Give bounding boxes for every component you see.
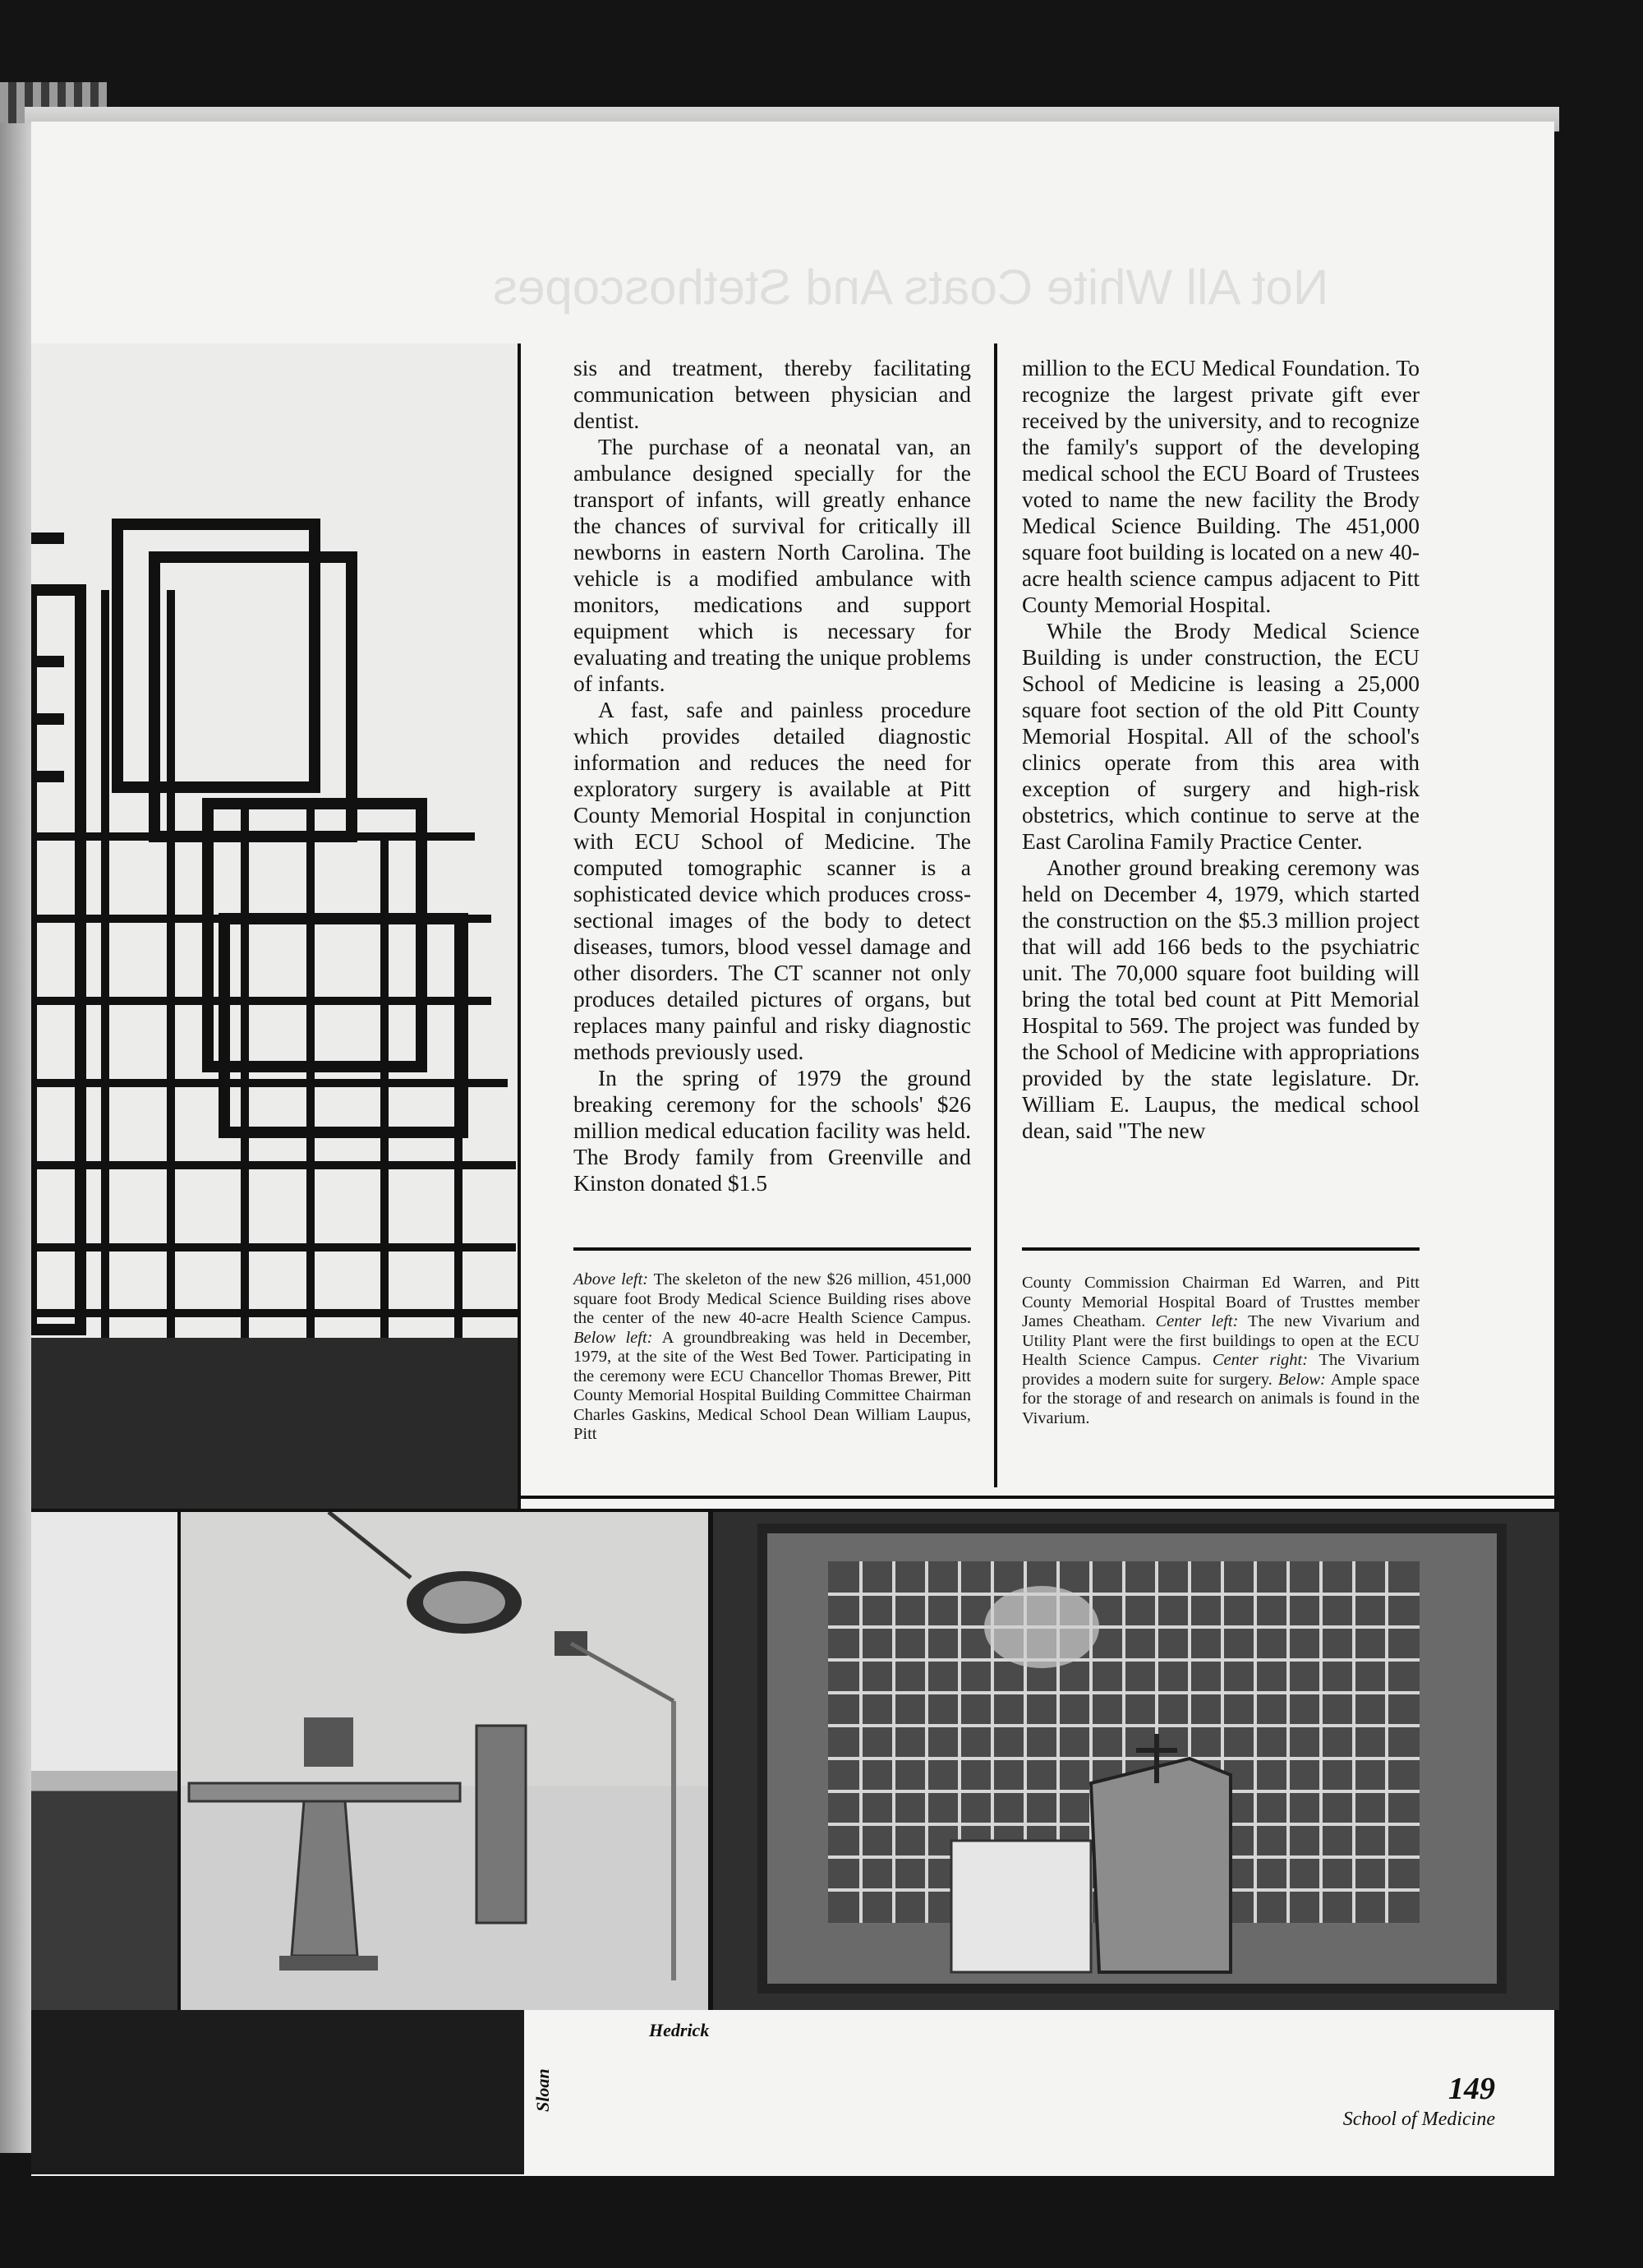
vivarium-cage-illustration (713, 1512, 1559, 2010)
photo-bottom-dark-area (31, 2010, 524, 2174)
photo-vivarium-cage (713, 1509, 1559, 2010)
article-column-1 (573, 355, 971, 1226)
caption-text: County Commission Chairman Ed Warren, and Pitt County Memorial Hospital Board of Trusttes member James Cheatham. (1022, 1274, 1420, 1330)
article-paragraph: A fast, safe and painless procedure which provides detailed diagnostic information and reduces the need for exploratory surgery is available at Pitt County Memorial Hospital in conjunction with ECU School of Medicine. The computed tomographic scanner is a sophisticated device which produces cross-sectional images of the body to detect diseases, tumors, blood vessel damage and other disorders. The CT scanner not only produces detailed pictures of organs, but replaces many painful and risky diagnostic methods previously used. (573, 697, 971, 1064)
caption-text: A groundbreaking was held in December, 1979, at the site of the West Bed Tower. Participating in the ceremony were ECU Chancellor Thomas Brewer, Pitt County Memorial Hospital Building Committee Chairman Charles Gaskins, Medical School Dean William Laupus, Pitt (573, 1328, 971, 1443)
photo-caption-1 (573, 1270, 971, 1492)
page-number: 149 (1448, 2072, 1495, 2106)
section-name: School of Medicine (1342, 2109, 1495, 2130)
caption-label: Above left: (573, 1270, 649, 1288)
article-column-2 (1022, 355, 1420, 1226)
article-paragraph: million to the ECU Medical Foundation. To recognize the largest private gift ever received by the university, and to recognize the family's support of the developing medical school the ECU Board of Trustees voted to name the new facility the Brody Medical Science Building. The 451,000 square foot building is located on a new 40-acre health science campus adjacent to Pitt County Memorial Hospital. (1022, 355, 1420, 617)
article-paragraph: While the Brody Medical Science Building is under construction, the ECU School of Medicine is leasing a 25,000 square foot section of the old Pitt County Memorial Hospital. All of the school's clinics operate from this area with exception of surgery and high-risk obstetrics, which continue to serve at the East Carolina Family Practice Center. (1022, 618, 1420, 854)
photo-surgery-suite (181, 1509, 713, 2010)
caption-text: The skeleton of the new $26 million, 451,000 square foot Brody Medical Science Building rises above the center of the new 40-acre Health Science Campus. (573, 1270, 972, 1327)
caption-text: The Vivarium provides a modern suite for surgery. (1022, 1351, 1420, 1389)
facing-page-edge (0, 123, 35, 2153)
caption-bottom-rule (521, 1496, 1559, 1499)
caption-label: Center right: (1212, 1351, 1309, 1369)
article-paragraph: Another ground breaking ceremony was held on December 4, 1979, which started the construction on the $5.3 million project that will add 166 beds to the psychiatric unit. The 70,000 square foot building will bring the total bed count at Pitt Memorial Hospital to 569. The project was funded by the School of Medicine with appropriations provided by the state legislature. Dr. William E. Laupus, the medical school dean, said "The new (1022, 855, 1420, 1143)
caption-label: Below: (1277, 1370, 1326, 1389)
caption-label: Below left: (573, 1328, 653, 1347)
photo-caption-2 (1022, 1274, 1420, 1487)
caption-rule (1022, 1247, 1420, 1251)
column-divider (994, 343, 997, 1487)
show-through-title: Not All White Coats And Stethoscopes (493, 260, 1329, 315)
building-skeleton-illustration (31, 343, 521, 1509)
photo-credit-sloan: Sloan (532, 2068, 553, 2112)
caption-rule (573, 1247, 971, 1251)
caption-text: The new Vivarium and Utility Plant were the first buildings to open at the ECU Health Science Campus. (1022, 1312, 1420, 1369)
article-paragraph: In the spring of 1979 the ground breaking ceremony for the schools' $26 million medical education facility was held. The Brody family from Greenville and Kinston donated $1.5 (573, 1065, 971, 1196)
article-paragraph: The purchase of a neonatal van, an ambulance designed specially for the transport of infants, will greatly enhance the chances of survival for critically ill newborns in eastern North Carolina. The vehicle is a modified ambulance with monitors, medications and support equipment which is necessary for evaluating and treating the unique problems of infants. (573, 434, 971, 696)
photo-groundbreaking (31, 1509, 181, 2010)
surgery-suite-illustration (181, 1512, 708, 2010)
photo-credit-hedrick: Hedrick (649, 2020, 710, 2040)
caption-label: Center left: (1155, 1312, 1239, 1330)
caption-text: Ample space for the storage of and research on animals is found in the Vivarium. (1022, 1370, 1420, 1427)
photo-building-skeleton (31, 343, 521, 1509)
article-paragraph: sis and treatment, thereby facilitating communication between physician and dentist. (573, 355, 971, 433)
